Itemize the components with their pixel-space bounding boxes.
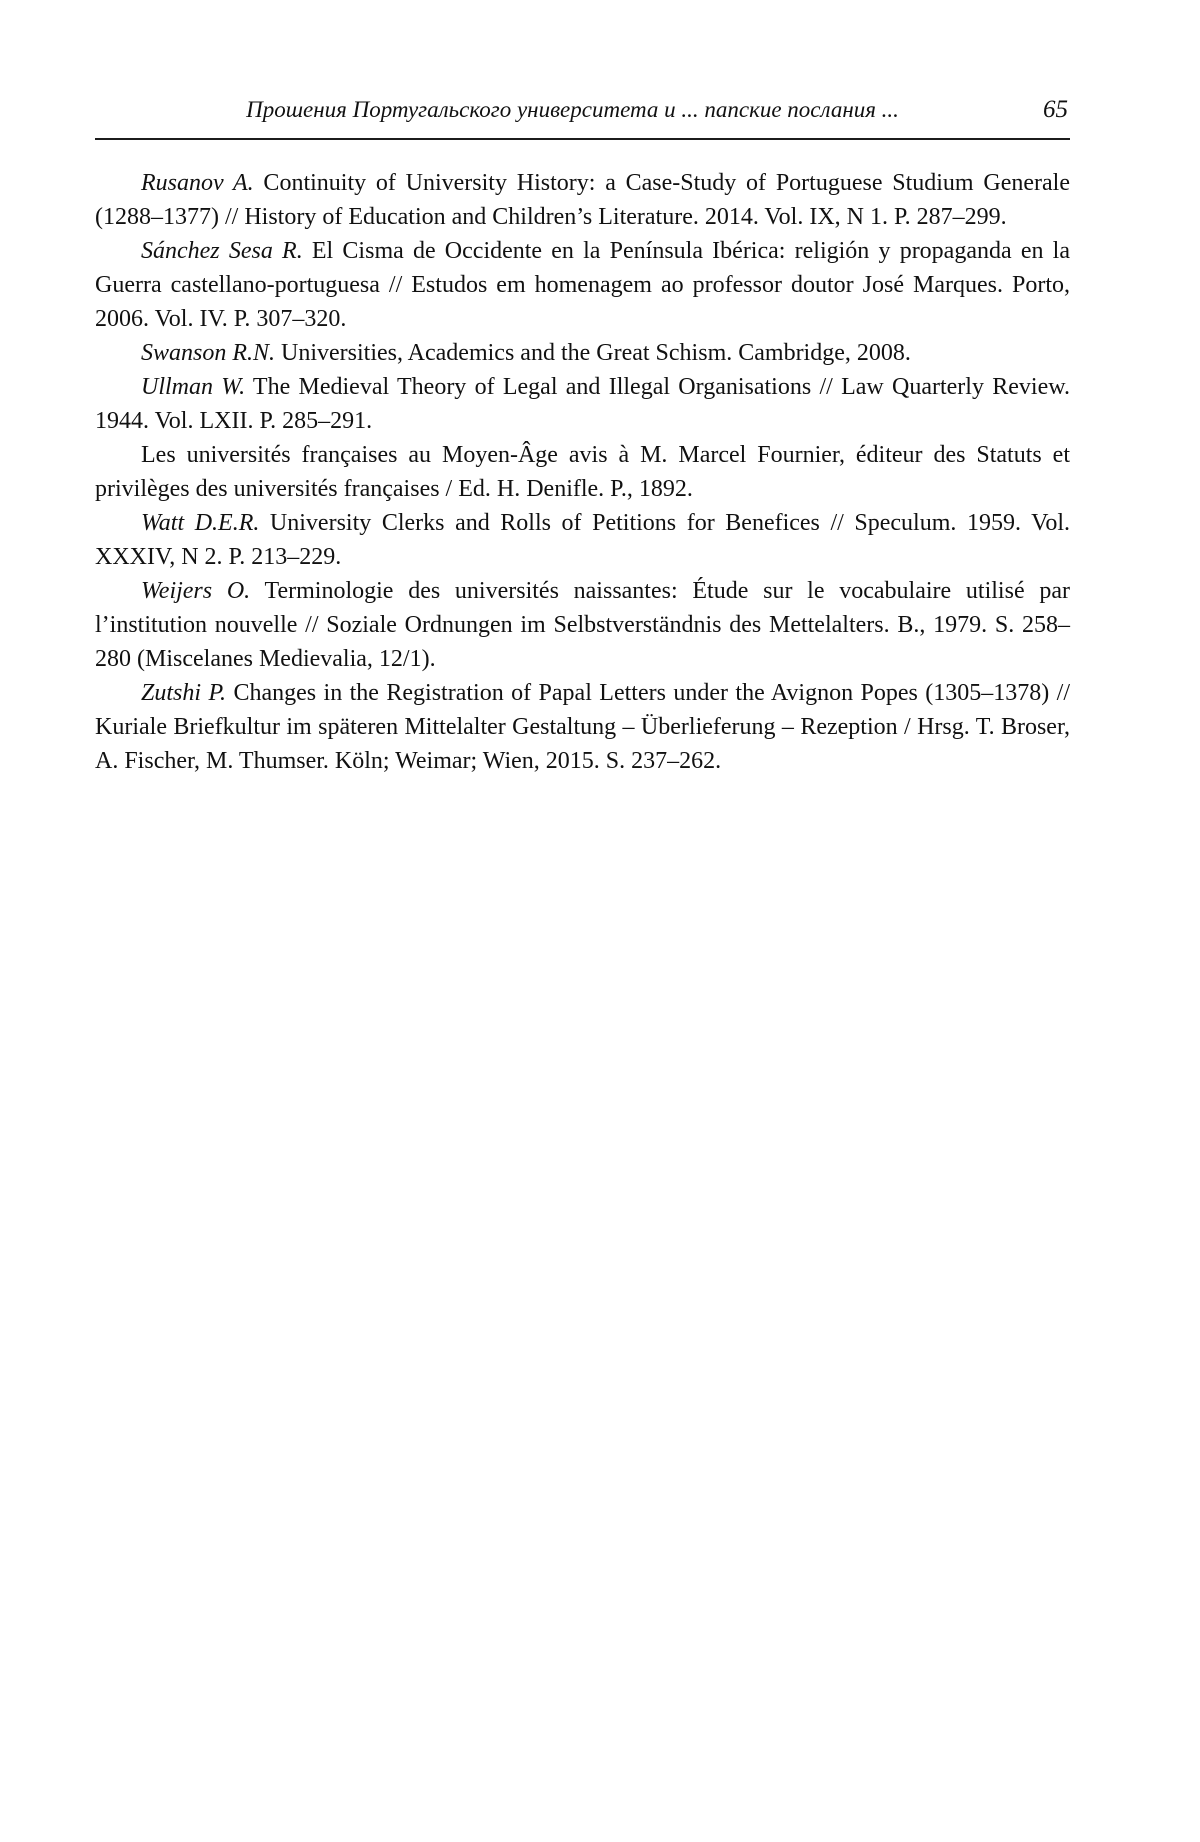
entry-author: Swanson R.N. [141,340,276,366]
entry-text: Terminologie des universités naissantes: Étude sur le vocabulaire utilisé par l’institution nouvelle // Soziale Ordnungen im Selbstverständnis des Mettelalters. B., 1979. S. 258–280 (Miscelanes Medievalia, 12/1). [95,578,1070,672]
running-header-title: Прошения Португальского университета и ... папские послания ... [246,97,899,122]
entry-author: Watt D.E.R. [141,510,260,536]
entry-author: Ullman W. [141,374,246,400]
text-block [95,96,1070,778]
bibliography-entry [95,336,1070,370]
entry-author: Zutshi P. [141,680,227,706]
bibliography-entry [95,676,1070,778]
entry-text: Changes in the Registration of Papal Letters under the Avignon Popes (1305–1378) // Kuriale Briefkultur im späteren Mittelalter Gestaltung – Überlieferung – Rezeption / Hrsg. T. Broser, A. Fischer, M. Thumser. Köln; Weimar; Wien, 2015. S. 237–262. [95,680,1071,774]
bibliography-entry [95,506,1070,574]
entry-author: Sánchez Sesa R. [141,238,303,264]
entry-text: Universities, Academics and the Great Schism. Cambridge, 2008. [275,340,911,366]
entry-text: El Cisma de Occidente en la Península Ibérica: religión y propaganda en la Guerra castellano-portuguesa // Estudos em homenagem ao professor doutor José Marques. Porto, 2006. Vol. IV. P. 307–320. [95,238,1071,332]
bibliography-list [95,166,1070,778]
running-header [95,96,1070,140]
entry-text: The Medieval Theory of Legal and Illegal Organisations // Law Quarterly Review. 1944. Vol. LXII. P. 285–291. [95,374,1070,434]
bibliography-entry [95,574,1070,676]
page-number: 65 [1043,96,1068,123]
entry-text: Continuity of University History: a Case-Study of Portuguese Studium Generale (1288–1377) // History of Education and Children’s Literature. 2014. Vol. IX, N 1. P. 287–299. [95,170,1070,230]
bibliography-entry [95,234,1070,336]
entry-text: University Clerks and Rolls of Petitions for Benefices // Speculum. 1959. Vol. XXXIV, N 2. P. 213–229. [95,510,1071,570]
bibliography-entry [95,370,1070,438]
entry-text: Les universités françaises au Moyen-Âge avis à M. Marcel Fournier, éditeur des Statuts et privilèges des universités françaises / Ed. H. Denifle. P., 1892. [95,442,1070,502]
entry-author: Weijers O. [141,578,251,604]
bibliography-entry [95,438,1070,506]
bibliography-entry [95,166,1070,234]
entry-author: Rusanov A. [141,170,254,196]
